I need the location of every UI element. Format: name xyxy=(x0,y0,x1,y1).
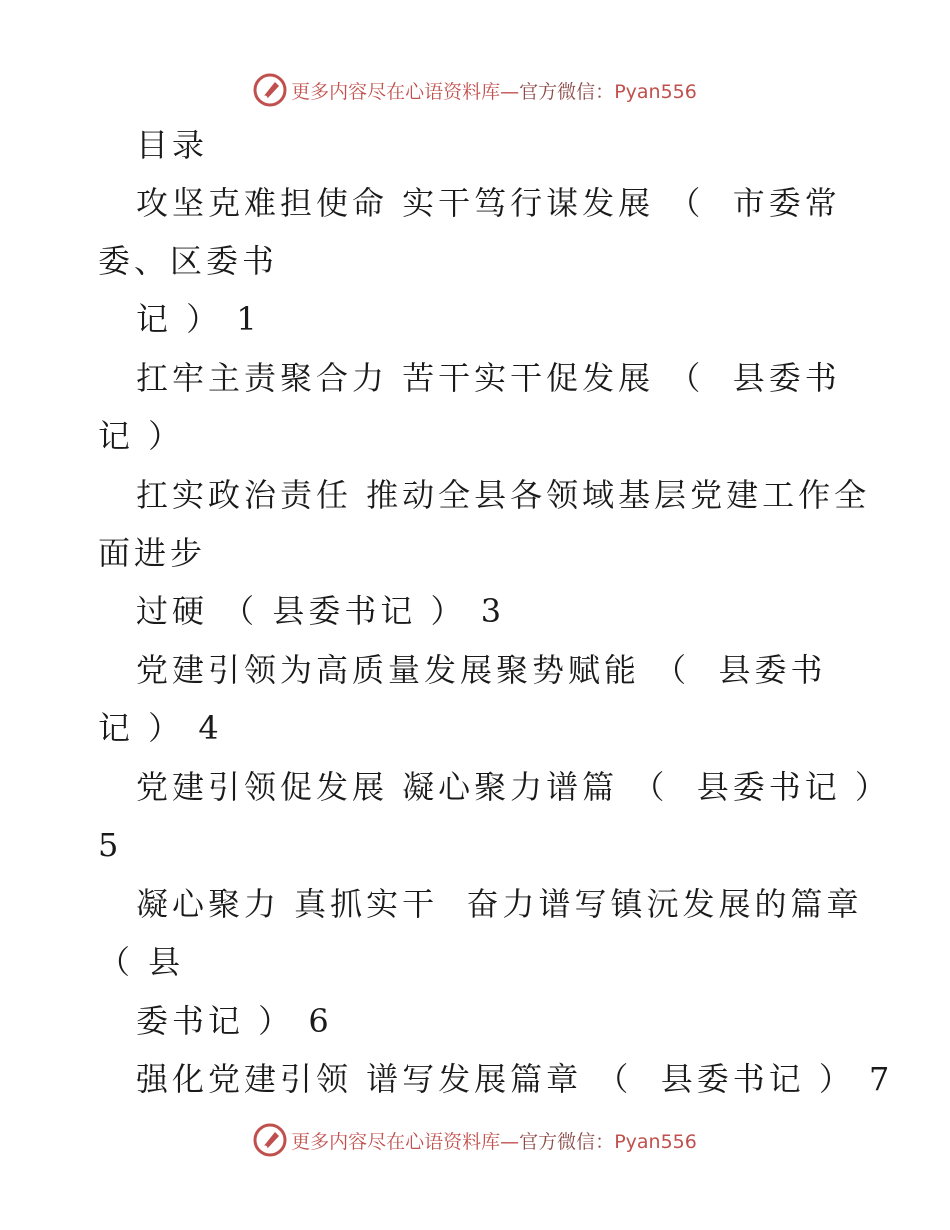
toc-line: 扛牢主责聚合力 苦干实干促发展 （ 县委书 xyxy=(136,359,841,397)
toc-title: 目录 xyxy=(136,126,209,164)
toc-line: 面进步 xyxy=(98,534,207,572)
toc-line: 党建引领为高质量发展聚势赋能 （ 县委书 xyxy=(136,651,827,689)
header-banner-wechat-label: 官方微信： xyxy=(519,80,615,103)
toc-line: 凝心聚力 真抓实干 奋力谱写镇沅发展的篇章 xyxy=(136,885,863,923)
pen-nib-logo-icon xyxy=(253,1123,287,1157)
footer-banner-wechat-label: 官方微信： xyxy=(519,1130,615,1153)
header-banner-wechat-id: Pyan556 xyxy=(614,80,697,103)
toc-line: 记 ） 1 xyxy=(136,300,261,338)
toc-line: 过硬 （ 县委书记 ） 3 xyxy=(136,592,506,630)
footer-banner-dash: — xyxy=(500,1130,520,1153)
header-banner-slogan: 更多内容尽在心语资料库 xyxy=(291,80,501,103)
toc-line: 强化党建引领 谱写发展篇章 （ 县委书记 ） 7 xyxy=(136,1060,894,1098)
header-banner-dash: — xyxy=(500,80,520,103)
toc-line: 委、区委书 xyxy=(98,242,279,280)
footer-banner xyxy=(0,1120,950,1160)
footer-banner-text xyxy=(291,1127,697,1154)
toc-line: 委书记 ） 6 xyxy=(136,1002,333,1040)
toc-line: 5 xyxy=(98,826,123,864)
toc-line: 攻坚克难担使命 实干笃行谋发展 （ 市委常 xyxy=(136,184,841,222)
toc-line: 记 ） 4 xyxy=(98,709,223,747)
footer-banner-wechat-id: Pyan556 xyxy=(614,1130,697,1153)
toc-line: 记 ） xyxy=(98,417,185,455)
footer-banner-slogan: 更多内容尽在心语资料库 xyxy=(291,1130,501,1153)
toc-line: 扛实政治责任 推动全县各领域基层党建工作全 xyxy=(136,476,871,514)
toc-line: （ 县 xyxy=(98,943,185,981)
toc-line: 党建引领促发展 凝心聚力谱篇 （ 县委书记 ） xyxy=(136,768,891,806)
